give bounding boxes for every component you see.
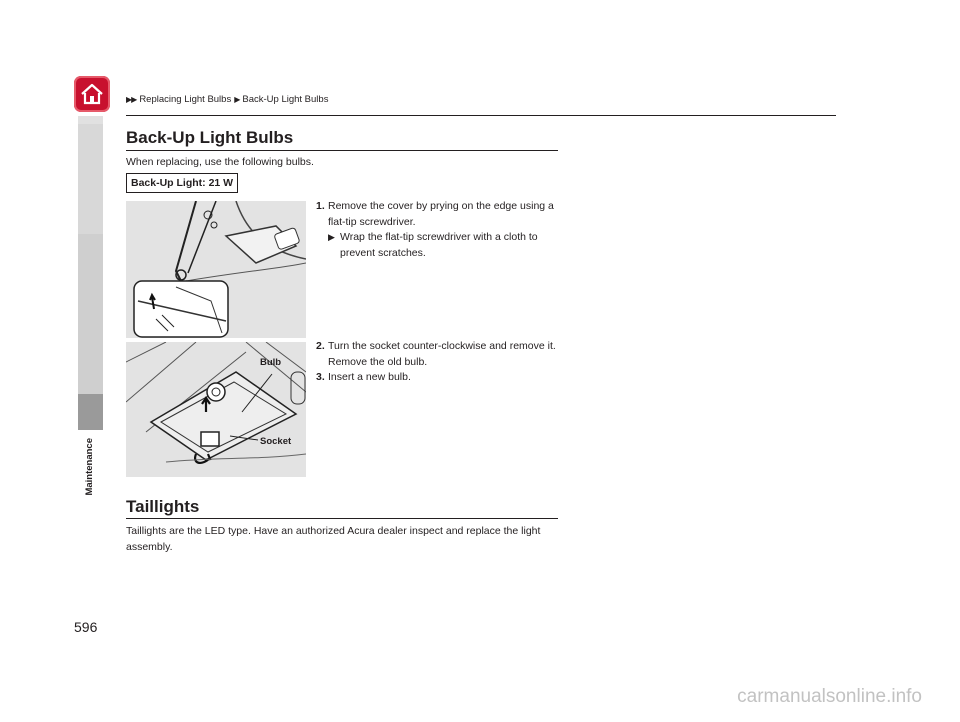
step-text: Remove the cover by prying on the edge using a flat-tip screwdriver. [328,200,554,228]
step-number: 3. [316,371,325,383]
breadcrumb [126,94,328,105]
step-item [316,339,560,370]
note-arrow-icon: ▶ [328,232,335,242]
breadcrumb-link-replacing-light-bulbs[interactable]: Replacing Light Bulbs [139,94,232,105]
socket-callout-label: Socket [260,436,292,447]
steps-list-second [316,339,560,386]
step-item [316,199,560,230]
breadcrumb-current[interactable]: Back-Up Light Bulbs [242,94,329,105]
home-icon [79,81,105,107]
title-underline [126,518,558,519]
taillights-title: Taillights [126,497,200,516]
title-underline [126,150,558,151]
side-tab-label: Maintenance [84,438,95,496]
header-divider [126,115,836,116]
socket-bulb-illustration [126,342,306,477]
side-tab-segment [78,116,103,124]
step-item [316,370,560,386]
step-text: Insert a new bulb. [328,371,411,383]
step-note [316,230,560,261]
steps-list-first [316,199,560,261]
step-number: 1. [316,200,325,212]
watermark: carmanualsonline.info [737,686,922,707]
page-number: 596 [74,619,98,635]
side-tab-active[interactable] [78,394,103,430]
double-chevron-icon: ▶▶ [126,95,137,104]
step-text: Turn the socket counter-clockwise and remove it. Remove the old bulb. [328,340,556,368]
bulb-spec-box: Back-Up Light: 21 W [126,173,238,193]
bulb-callout-label: Bulb [260,357,282,368]
chevron-right-icon: ▶ [234,95,240,104]
side-tab-segment [78,124,103,234]
side-tab-segment [78,234,103,394]
step-number: 2. [316,340,325,352]
taillights-text: Taillights are the LED type. Have an authorized Acura dealer inspect and replace the light assembly. [126,525,541,553]
section-title: Back-Up Light Bulbs [126,128,294,147]
home-button[interactable] [74,76,110,112]
note-text: Wrap the flat-tip screwdriver with a cloth to prevent scratches. [340,231,538,259]
cover-removal-illustration [126,201,306,338]
intro-text: When replacing, use the following bulbs. [126,156,314,168]
